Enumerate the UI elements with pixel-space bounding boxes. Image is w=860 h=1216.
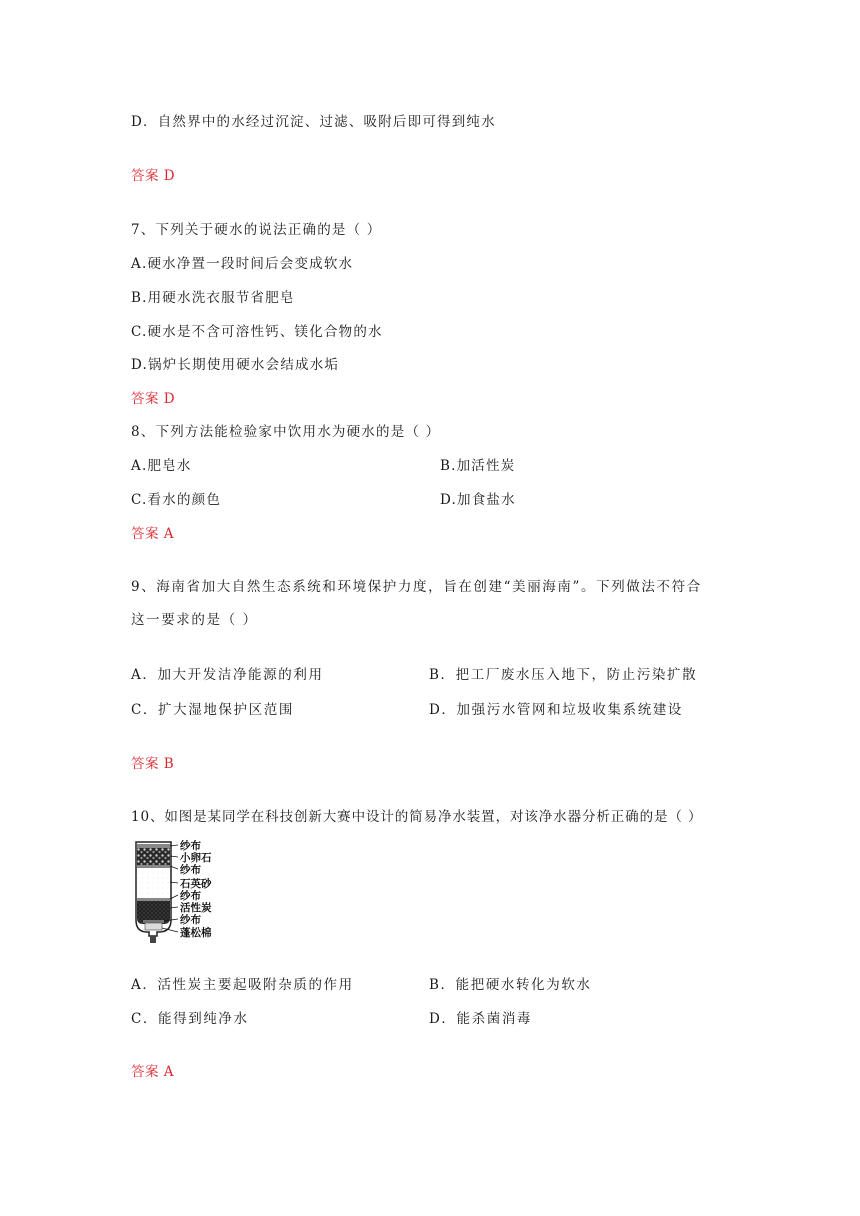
q6-option-d: D．自然界中的水经过沉淀、过滤、吸附后即可得到纯水 (131, 114, 496, 130)
q9-option-c: C．扩大湿地保护区范围 (131, 702, 294, 718)
q10-answer: 答案 A (131, 1064, 175, 1080)
q7-option-a: A.硬水净置一段时间后会变成软水 (131, 256, 354, 272)
label-quartz-sand: 石英砂 (180, 878, 212, 890)
label-activated-carbon: 活性炭 (180, 902, 212, 914)
q8-stem: 8、下列方法能检验家中饮用水为硬水的是（ ） (131, 424, 441, 440)
q7-answer: 答案 D (131, 391, 176, 407)
q10-option-b: B．能把硬水转化为软水 (429, 977, 592, 993)
cotton-layer (145, 923, 162, 930)
q9-stem-line2: 这一要求的是（ ） (131, 612, 258, 628)
label-pebbles: 小卵石 (180, 852, 212, 864)
q8-answer: 答案 A (131, 526, 175, 542)
q8-option-d: D.加食盐水 (440, 492, 516, 508)
label-gauze-3: 纱布 (180, 890, 201, 902)
q10-stem: 10、如图是某同学在科技创新大赛中设计的简易净水装置，对该净水器分析正确的是（ ） (131, 809, 703, 825)
label-gauze-4: 纱布 (180, 914, 201, 926)
quartz-sand-layer (137, 868, 170, 898)
label-gauze-1: 纱布 (180, 840, 201, 852)
gauze-layer-1 (137, 844, 170, 848)
q9-stem-line1: 9、海南省加大自然生态系统和环境保护力度，旨在创建“美丽海南”。下列做法不符合 (131, 579, 702, 595)
gauze-layer-3 (137, 898, 170, 901)
label-gauze-2: 纱布 (180, 864, 201, 876)
q10-option-c: C．能得到纯净水 (131, 1011, 249, 1027)
pebble-layer (137, 848, 170, 865)
q7-option-d: D.锅炉长期使用硬水会结成水垢 (131, 357, 340, 373)
q10-option-a: A．活性炭主要起吸附杂质的作用 (131, 977, 354, 993)
q6-answer: 答案 D (131, 168, 176, 184)
q9-option-d: D．加强污水管网和垃圾收集系统建设 (429, 702, 684, 718)
q8-option-c: C.看水的颜色 (131, 492, 222, 508)
q7-option-b: B.用硬水洗衣服节省肥皂 (131, 290, 295, 306)
q10-option-d: D．能杀菌消毒 (429, 1011, 533, 1027)
q9-option-b: B．把工厂废水压入地下，防止污染扩散 (429, 667, 698, 683)
q9-answer: 答案 B (131, 756, 175, 772)
q7-stem: 7、下列关于硬水的说法正确的是（ ） (131, 222, 382, 238)
label-cotton: 蓬松棉 (180, 927, 212, 939)
outlet-tube (150, 936, 156, 943)
q8-option-b: B.加活性炭 (440, 458, 516, 474)
q9-option-a: A．加大开发洁净能源的利用 (131, 667, 324, 683)
water-filter-diagram (131, 836, 231, 944)
q8-option-a: A.肥皂水 (131, 458, 192, 474)
gauze-layer-2 (137, 865, 170, 868)
gauze-layer-4 (143, 920, 164, 923)
q7-option-c: C.硬水是不含可溶性钙、镁化合物的水 (131, 324, 383, 340)
